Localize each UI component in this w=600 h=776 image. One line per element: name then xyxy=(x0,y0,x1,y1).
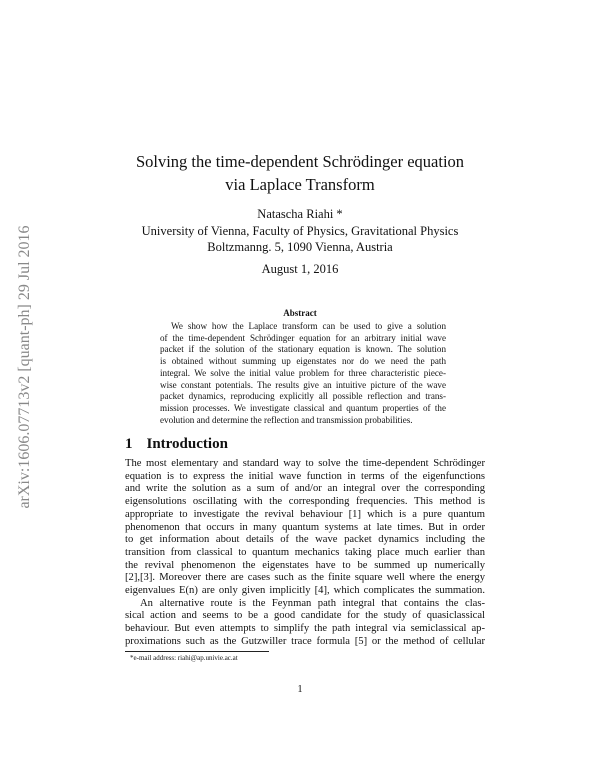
body-line: transition from classical to quantum mechanics taking place much earlier than xyxy=(125,546,485,558)
body-line: phenomenon that occurs in many quantum systems at late times. But in order xyxy=(125,521,485,533)
address: Boltzmanng. 5, 1090 Vienna, Austria xyxy=(207,240,393,254)
abstract-line: wise constant potentials. The results give an intuitive picture of the wave xyxy=(160,379,446,390)
body-line: eigensolutions oscillating with the corresponding frequencies. This method is xyxy=(125,496,485,508)
paper-title-line-2: via Laplace Transform xyxy=(225,175,375,194)
page-number: 1 xyxy=(297,684,303,695)
abstract-line: evolution and determine the reflection and transmission probabilities. xyxy=(160,414,413,425)
affiliation: University of Vienna, Faculty of Physics, Gravitational Physics xyxy=(141,224,459,238)
body-line: appropriate to investigate the revival behaviour [1] which is a pure quantum xyxy=(125,508,485,520)
author: Natascha Riahi * xyxy=(257,207,343,221)
body-line: eigenvalues E(n) are only given implicitly [4], which complicates the summation. xyxy=(125,585,485,596)
body-line: to get information about details of the wave packet dynamics including the xyxy=(125,534,485,546)
footnote: *e-mail address: riahi@ap.univie.ac.at xyxy=(130,654,238,662)
body-line: An alternative route is the Feynman path integral that contains the clas- xyxy=(140,597,485,609)
body-line: the revival phenomenon the eigenstates have to be summed up numerically xyxy=(125,559,485,571)
abstract-line: is obtained without summing up eigenstates nor do we need the path xyxy=(160,356,446,367)
abstract-line: packet if the solution of the stationary equation is known. The solution xyxy=(160,344,446,355)
abstract-line: packet dynamics, reproducing explicitly all possible reflection and trans- xyxy=(160,391,446,402)
body-line: equation is to express the initial wave function in terms of the eigenfunctions xyxy=(125,470,485,482)
abstract-line: integral. We solve the initial value problem for three characteristic piece- xyxy=(160,367,446,378)
section-number: 1 xyxy=(125,436,133,452)
footnote-rule xyxy=(125,651,269,652)
section-title: Introduction xyxy=(146,436,228,452)
body-line: behaviour. But even attempts to simplify the path integral via semiclassical ap- xyxy=(125,623,485,635)
abstract-line: We show how the Laplace transform can be used to give a solution xyxy=(171,321,446,331)
abstract-line: of the time-dependent Schrödinger equation for an arbitrary initial wave xyxy=(160,332,446,343)
body-line: [2],[3]. Moreover there are cases such as the finite square well where the energy xyxy=(125,572,485,584)
abstract-line: mission processes. We investigate classical and quantum properties of the xyxy=(160,402,446,413)
date: August 1, 2016 xyxy=(261,262,339,276)
section-heading xyxy=(125,436,228,453)
abstract-heading: Abstract xyxy=(283,308,317,318)
body-line: sical action and seems to be a good candidate for the study of quasiclassical xyxy=(125,610,485,622)
paper-title-line-1: Solving the time-dependent Schrödinger equation xyxy=(135,152,465,171)
arxiv-stamp: arXiv:1606.07713v2 [quant-ph] 29 Jul 2016 xyxy=(16,225,33,509)
body-line: proximations such as the Gutzwiller trace formula [5] or the method of cellular xyxy=(125,635,485,647)
body-line: and write the solution as a sum of and/or an integral over the corresponding xyxy=(125,483,485,495)
body-line: The most elementary and standard way to solve the time-dependent Schrödinger xyxy=(125,458,485,469)
